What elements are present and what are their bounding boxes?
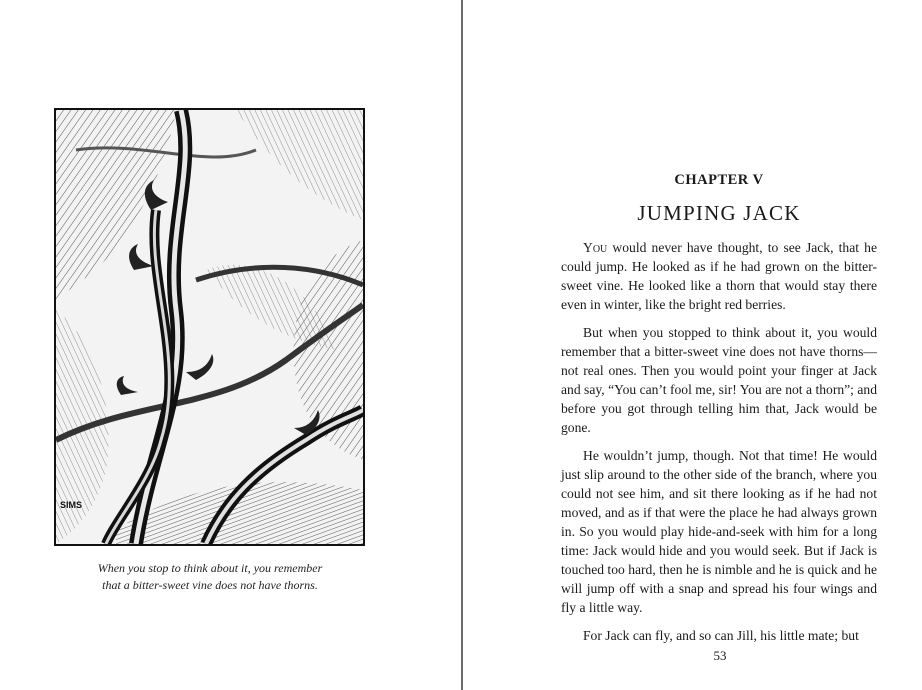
drop-word: You [583,240,608,255]
page-number: 53 [713,648,727,663]
paragraph-1 [561,238,877,314]
paragraph-2: But when you stopped to think about it, you would remember that a bitter-sweet vine does not have thorns—not real ones. Then you would point your finger at Jack and say, “You can’t fool me, sir! You are not a thorn”; and before you got through telling him that, Jack would be gone. [561,325,877,435]
paragraph-3: He wouldn’t jump, though. Not that time! He would just slip around to the other side of the branch, where you could not see him, and sit there looking as if he had not moved, and as if that were the place he had always grown in. So you would play hide-and-seek with him for a long time: Jack would hide and you would seek. But if Jack is touched too hard, then he is nimble and he is quick and he will jump off with a snap and spread his four wings and fly a little way. [561,448,877,615]
caption-line-2: that a bitter-sweet vine does not have thorns. [102,578,318,592]
chapter-number: CHAPTER V [674,172,764,188]
chapter-body [561,238,877,654]
illustration-signature: SIMS [60,500,83,510]
vine-with-insects-illustration-icon [56,110,363,544]
page-gutter [461,0,463,690]
illustration-caption [40,560,380,594]
paragraph-1-text: would never have thought, to see Jack, that he could jump. He looked as if he had grown on the bitter-sweet vine. He looked like a thorn that would stay there even in winter, like the bright red berries. [561,240,877,312]
chapter-title: JUMPING JACK [637,201,801,225]
illustration [54,108,365,546]
paragraph-4: For Jack can fly, and so can Jill, his little mate; but [583,628,859,643]
caption-line-1: When you stop to think about it, you remember [97,561,323,575]
